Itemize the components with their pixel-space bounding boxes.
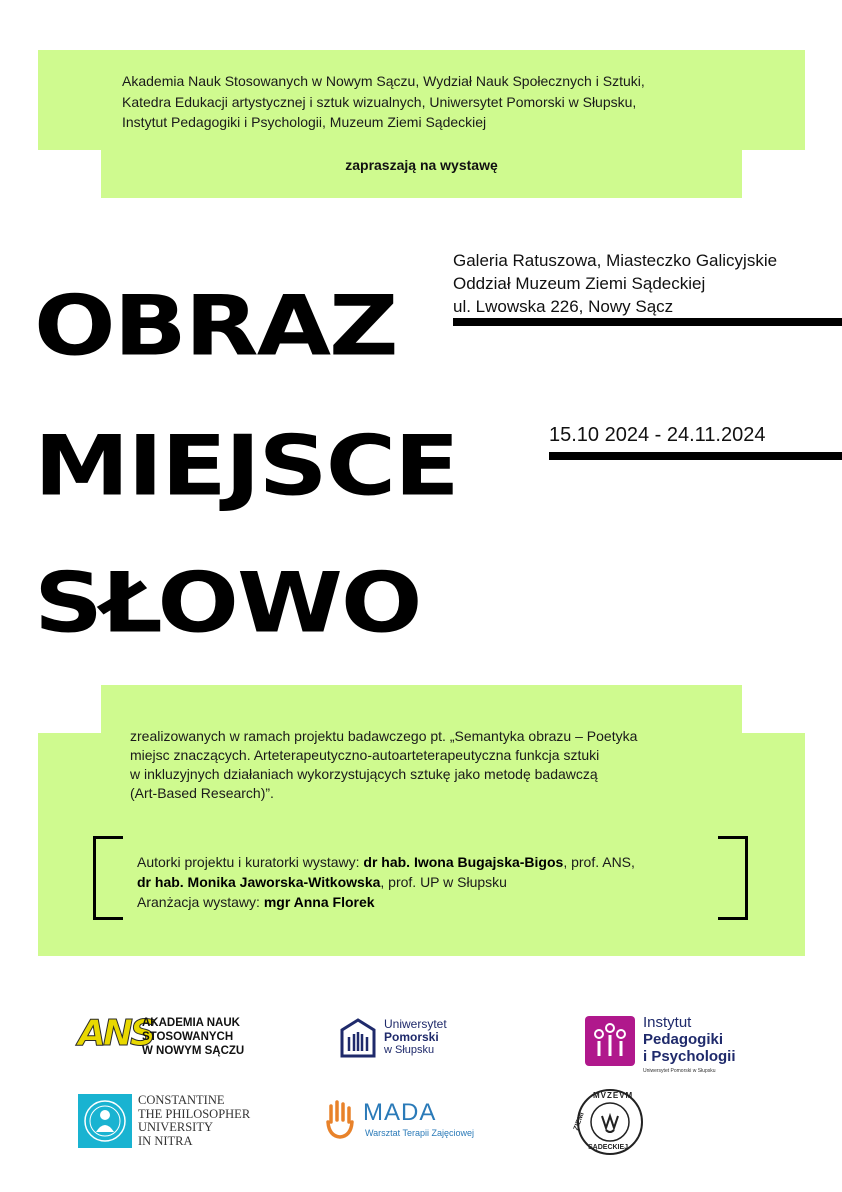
ans-line: STOSOWANYCH [142,1031,234,1043]
title-word-miejsce: MIEJSCE [34,418,458,515]
up-emblem-icon [340,1018,376,1058]
dates-divider [549,452,842,460]
up-line: Pomorski [384,1030,439,1044]
ans-mark: ANS [78,1013,153,1054]
ipp-line: i Psychologii [643,1048,736,1065]
hand-icon [325,1100,355,1140]
muzeum-logo [572,1088,644,1156]
muzeum-ring-bottom: SĄDECKIEJ [588,1144,629,1151]
venue-line: Galeria Ratuszowa, Miasteczko Galicyjskie [453,251,778,270]
mada-name: MADA [363,1099,437,1126]
credits-text [137,852,727,912]
curator-name: dr hab. Monika Jaworska-Witkowska [137,874,381,890]
venue-address [453,249,833,318]
ukf-line: THE PHILOSOPHER [138,1106,251,1121]
ans-line: W NOWYM SĄCZU [142,1045,245,1057]
ukf-logo [78,1094,268,1150]
ukf-line: UNIVERSITY [138,1120,213,1134]
venue-divider [453,318,842,326]
ukf-line: IN NITRA [138,1133,193,1148]
organizers-line: Akademia Nauk Stosowanych w Nowym Sączu, Wydział Nauk Społecznych i Sztuki, [122,73,645,89]
ipp-small-text: Uniwersytet Pomorski w Słupsku [643,1068,716,1074]
invitation-text: zapraszają na wystawę [345,157,498,173]
ipp-logo [585,1014,755,1074]
mada-logo [325,1098,485,1144]
mada-sub: Warsztat Terapii Zajęciowej [365,1128,475,1138]
venue-line: Oddział Muzeum Ziemi Sądeckiej [453,274,706,293]
ans-logo [78,1012,258,1060]
venue-line: ul. Lwowska 226, Nowy Sącz [453,297,674,316]
up-line: w Słupsku [384,1044,435,1056]
exhibition-dates: 15.10 2024 - 24.11.2024 [549,424,766,446]
organizers-line: Instytut Pedagogiki i Psychologii, Muzeum Ziemi Sądeckiej [122,114,487,130]
curator-title: , prof. ANS, [563,854,635,870]
up-logo [340,1016,470,1060]
credits-label: Autorki projektu i kuratorki wystawy: [137,854,364,870]
project-line: (Art-Based Research)”. [130,785,274,801]
up-line: Uniwersytet [384,1017,447,1031]
credits-line-curator2 [137,872,727,892]
project-line: zrealizowanych w ramach projektu badawczego pt. „Semantyka obrazu – Poetyka [130,728,638,744]
project-panel-tab [101,685,742,733]
ukf-seal-icon [78,1094,132,1148]
title-word-slowo: SŁOWO [34,555,421,652]
credits-line-curators [137,852,727,872]
project-description [130,727,730,803]
muzeum-ring-left: ZIEMI [572,1111,586,1132]
organizers-text [122,71,742,133]
credits-line-arrangement [137,892,727,912]
ipp-emblem-icon [585,1016,635,1066]
organizers-line: Katedra Edukacji artystycznej i sztuk wizualnych, Uniwersytet Pomorski w Słupsku, [122,93,637,110]
ipp-line: Pedagogiki [643,1031,724,1048]
ipp-line: Instytut [643,1014,692,1031]
credits-label: Aranżacja wystawy: [137,894,264,910]
curator-name: dr hab. Iwona Bugajska-Bigos [363,854,564,870]
ukf-line: CONSTANTINE [138,1093,225,1107]
muzeum-ring-top: MVZEVM [593,1091,634,1100]
left-bracket [93,836,123,920]
arranger-name: mgr Anna Florek [263,894,375,910]
project-line: w inkluzyjnych działaniach wykorzystujących sztukę jako metodę badawczą [130,766,598,782]
project-line: miejsc znaczących. Arteterapeutyczno-autoarteterapeutyczna funkcja sztuki [130,747,600,763]
ans-line: AKADEMIA NAUK [142,1017,240,1029]
title-word-obraz: OBRAZ [34,278,397,375]
curator-title: , prof. UP w Słupsku [380,874,507,890]
